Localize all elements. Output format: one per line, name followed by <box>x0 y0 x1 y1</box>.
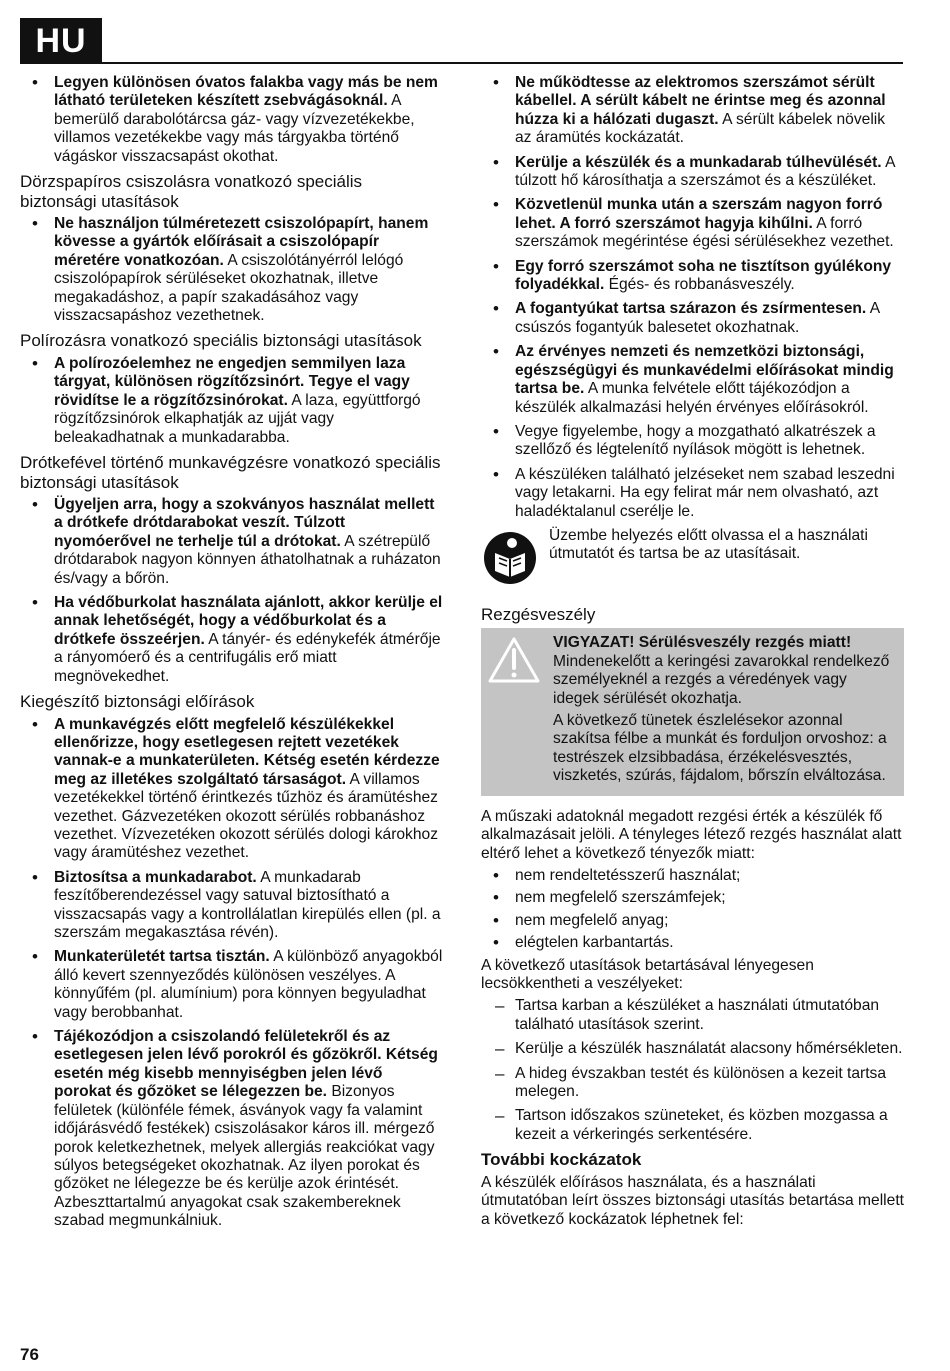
warning-text <box>553 634 892 708</box>
list-item: – Tartsa karban a készüléket a használati útmutatóban található utasítások szerint. <box>481 997 904 1034</box>
list-item <box>20 74 443 166</box>
factor-list <box>481 867 904 953</box>
section-heading-risks: További kockázatok <box>481 1150 642 1170</box>
list-item <box>481 154 904 191</box>
read-manual-icon <box>483 531 537 585</box>
list-item: – Kerülje a készülék használatát alacsony hőmérsékleten. <box>481 1040 904 1058</box>
measures-list <box>481 997 904 1144</box>
body-text: Bizonyos felületek (különféle fémek, ásványok vagy fa valamint időjárásvédő festékek) csiszolásakor káros ill. mérgező porok keletkezhetnek, melyek allergiás reakciókat vagy súlyos betegségeket okozhatnak. Az ilyen porokat és gőzöket ne lélegezze be és kerülje azok érintését. Azbeszttartalmú anyagokat csak szakembereknek szabad megmunkálniuk. <box>54 1083 435 1230</box>
warning-title: VIGYAZAT! Sérülésveszély rezgés miatt! <box>553 634 852 652</box>
left-column <box>20 74 443 1237</box>
body-text: A bemerülő darabolótárcsa gáz- vagy vízvezetékekbe, villamos vezetékekbe vagy más tárgyakba történő vágáskor visszacsapást okothat. <box>54 92 415 165</box>
body-text: A munka felvétele előtt tájékozódjon a készülék alkalmazási helyén érvényes előírásokról. <box>515 380 869 416</box>
read-note-text: Üzembe helyezés előtt olvassa el a használati útmutatót és tartsa be az utasításait. <box>549 526 868 563</box>
bullet-list <box>481 74 904 521</box>
bullet-list <box>20 355 443 447</box>
list-item: • nem megfelelő anyag; <box>481 912 904 930</box>
bold-text: Munkaterületét tartsa tisztán. <box>54 948 270 966</box>
warning-symptoms: A következő tünetek észlelésekor azonnal szakítsa félbe a munkát és forduljon orvoshoz: a testrészek elzsibbadása, érzékelésvesztés, viszketés, szúrás, fájdalom, bőrszín elváltozása. <box>553 712 887 785</box>
warning-triangle-icon <box>487 636 541 684</box>
bold-text: Az érvényes nemzeti és nemzetközi biztonsági, egészségügyi és munkavédelmi előírásokat mindig tartsa be. <box>515 343 894 398</box>
list-item: • nem rendeltetésszerű használat; <box>481 867 904 885</box>
list-item <box>20 948 443 1022</box>
list-item <box>20 716 443 863</box>
body-text: Mindenekelőtt a keringési zavarokkal rendelkező személyeknél a rezgés a véredények vagy idegek sérülését okozhatja. <box>553 652 890 707</box>
section-heading-polishing: Polírozásra vonatkozó speciális biztonsági utasítások <box>20 331 422 351</box>
bullet-list <box>20 716 443 1231</box>
bold-text: A polírozóelemhez ne engedjen semmilyen laza tárgyat, különösen rögzítőzsinórt. Tegye el vagy rövidítse le a rögzítőzsinórokat. <box>54 354 410 409</box>
body-text: A forró szerszámok megérintése égési sérülésekhez vezethet. <box>515 214 894 251</box>
read-manual-note <box>481 527 904 587</box>
bold-text: Kerülje a készülék és a munkadarab túlhevülését. <box>515 153 882 171</box>
list-item <box>481 423 904 460</box>
vibration-warning-box <box>481 628 904 795</box>
body-text: A különböző anyagokból álló kevert szennyeződés különösen veszélyes. A könnyűfém (pl. alumínium) pora könnyen begyuladhat vagy berobbanhat. <box>54 948 443 1021</box>
body-text: A tányér- és edénykefék átmérője a rányomóerő és a centrifugális erő miatt megnövekedhet. <box>54 630 441 685</box>
bold-text: Ha védőburkolat használata ajánlott, akkor kerülje el annak lehetőségét, hogy a védőburkolat és a drótkefe összeérjen. <box>54 594 443 648</box>
list-item <box>481 343 904 417</box>
bold-text: A fogantyúkat tartsa szárazon és zsírmentesen. <box>515 300 867 318</box>
list-item <box>481 466 904 521</box>
page-number: 76 <box>20 1345 39 1364</box>
bullet-list <box>20 74 443 166</box>
bold-text: Ügyeljen arra, hogy a szokványos használat mellett a drótkefe drótdarabokat veszít. Túlzott nyomóerővel ne terhelje túl a drótokat. <box>54 496 435 550</box>
list-item: • elégtelen karbantartás. <box>481 934 904 952</box>
list-item <box>20 355 443 447</box>
right-column <box>481 74 904 1233</box>
bold-text: Legyen különösen óvatos falakba vagy más be nem látható területeken készített zsebvágásoknál. <box>54 74 438 110</box>
body-text: A villamos vezetékekkel történő érintkezés tűzhöz és áramütéshez vezethet. Gázvezetéken okozott sérülés robbanáshoz vezethet. Vízvezetéken okozott sérülés dologi károkhoz vagy áramütéshez vezethet. <box>54 770 438 862</box>
bold-text: Biztosítsa a munkadarabot. <box>54 868 257 886</box>
list-item <box>20 215 443 325</box>
body-text: A sérült kábelek növelik az áramütés kockázatát. <box>515 110 886 147</box>
language-badge: HU <box>20 18 102 64</box>
measures-intro: A következő utasítások betartásával lényegesen lecsökkentheti a veszélyeket: <box>481 956 814 992</box>
list-item <box>20 1028 443 1230</box>
body-text: A munkadarab feszítőberendezéssel vagy satuval biztosítható a visszacsapás vagy a kontrollálatlan kirepülés ellen (pl. a szerszám megakasztása révén). <box>54 868 441 942</box>
risks-paragraph: A készülék előírásos használata, és a használati útmutatóban leírt összes biztonsági utasítás betartása mellett a következő kockázatok léphetnek fel: <box>481 1173 904 1228</box>
list-item <box>20 869 443 943</box>
body-text: Égés- és robbanásveszély. <box>604 276 795 294</box>
list-item <box>481 196 904 251</box>
bold-text: Egy forró szerszámot soha ne tisztítson gyúlékony folyadékkal. <box>515 257 892 294</box>
list-item <box>481 258 904 295</box>
section-heading-sanding: Dörzspapíros csiszolásra vonatkozó speciális biztonsági utasítások <box>20 172 363 211</box>
bullet-list <box>20 496 443 686</box>
body-text: A csiszolótányérról lelógó csiszolópapírok sérüléseket okozhatnak, illetve megakadáshoz, a papír szakadásához vagy visszacsapáshoz vezethetnek. <box>54 251 404 325</box>
bold-text: Közvetlenül munka után a szerszám nagyon forró lehet. A forró szerszámot hagyja kihűlni. <box>515 196 883 232</box>
header-rule <box>102 62 903 64</box>
list-item <box>481 74 904 148</box>
bold-text: Ne használjon túlméretezett csiszolópapírt, hanem kövesse a gyártók előírásait a csiszolópapír méretére vonatkozóan. <box>54 215 429 269</box>
bold-text: Ne működtesse az elektromos szerszámot sérült kábellel. A sérült kábelt ne érintse meg és azonnal húzza ki a hálózati dugaszt. <box>515 74 886 128</box>
section-heading-wire-brush: Drótkefével történő munkavégzésre vonatkozó speciális biztonsági utasítások <box>20 453 441 492</box>
body-text: A laza, együttforgó rögzítőzsinórok elkaphatják az ujját vagy beleakadhatnak a munkadarabba. <box>54 391 421 446</box>
body-text: A szétrepülő drótdarabok nagyon könnyen áthatolhatnak a ruházaton és/vagy a bőrön. <box>54 532 441 587</box>
section-heading-additional: Kiegészítő biztonsági előírások <box>20 692 255 712</box>
list-item <box>481 300 904 337</box>
body-text: A csúszós fogantyúk balesetet okozhatnak. <box>515 300 880 336</box>
bold-text: Tájékozódjon a csiszolandó felületekről és az esetlegesen jelen lévő porokról és gőzökről. Kétség esetén még kisebb mennyiségben jelen lévő porokat és gőzöket se lélegezzen be. <box>54 1028 438 1101</box>
list-item: • nem megfelelő szerszámfejek; <box>481 889 904 907</box>
body-text: A készüléken található jelzéseket nem szabad leszedni vagy letakarni. Ha egy felirat már nem olvasható, azt haladéktalanul cserélje le. <box>515 465 895 520</box>
list-item <box>20 496 443 588</box>
list-item: – A hideg évszakban testét és különösen a kezeit tartsa melegen. <box>481 1065 904 1102</box>
list-item <box>20 594 443 686</box>
bullet-list <box>20 215 443 325</box>
body-text: Vegye figyelembe, hogy a mozgatható alkatrészek a szellőző és légtelenítő nyílások mögött is lehetnek. <box>515 422 876 459</box>
body-text: A túlzott hő károsíthatja a szerszámot és a készüléket. <box>515 153 895 190</box>
list-item: – Tartson időszakos szüneteket, és közben mozgassa a kezeit a vérkeringés serkentésére. <box>481 1107 904 1144</box>
section-heading-vibration: Rezgésveszély <box>481 604 596 624</box>
bold-text: A munkavégzés előtt megfelelő készülékekkel ellenőrizze, hogy esetlegesen rejtett vezetékek vannak-e a munkaterületen. Kétség esetén kérdezze meg az illetékes szolgáltató társaságot. <box>54 715 440 788</box>
vibration-paragraph: A műszaki adatoknál megadott rezgési érték a készülék fő alkalmazásait jelöli. A tényleges létező rezgés használat alatt eltérő lehet a következő tényezők miatt: <box>481 807 902 862</box>
